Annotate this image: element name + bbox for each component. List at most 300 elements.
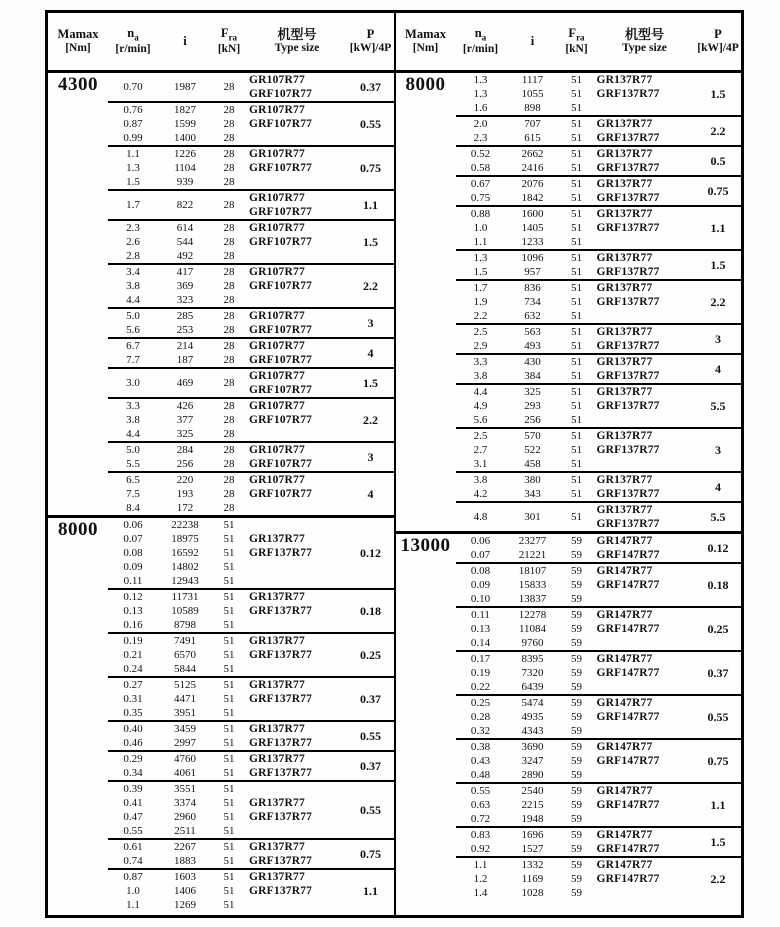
- col-header-mamax-name: Mamax: [57, 27, 99, 42]
- table-row: [108, 131, 246, 145]
- na-cell: 0.75: [470, 192, 491, 204]
- col-header-mamax-name: Mamax: [405, 27, 446, 42]
- table-row: [456, 281, 594, 295]
- fra-cell: 51: [223, 635, 235, 647]
- ratio-cell: 4935: [521, 711, 544, 723]
- power-value: 0.37: [707, 665, 729, 680]
- group-rows: [456, 251, 594, 279]
- type-size: [594, 534, 696, 562]
- fra-cell: 51: [571, 370, 582, 382]
- table-row: [456, 680, 594, 694]
- type-size: [594, 696, 696, 738]
- ratio-cell: 3951: [174, 707, 196, 719]
- ratio-cell: 458: [524, 458, 541, 470]
- na-cell: 4.4: [126, 294, 140, 306]
- na-cell: 2.0: [473, 118, 488, 130]
- col-header-fra: $F_{ra}$ [kN]: [217, 25, 241, 56]
- fra-cell: 28: [223, 340, 235, 352]
- type-size-line: GR137R77: [249, 635, 305, 647]
- na-cell: 2.3: [126, 222, 140, 234]
- type-size-line: GRF137R77: [249, 737, 313, 749]
- fra-cell: 28: [223, 444, 235, 456]
- table-row: [456, 413, 594, 427]
- power-group: [456, 279, 742, 323]
- type-size-line: GR107R77: [249, 74, 305, 86]
- power-value: 3: [367, 315, 374, 330]
- torque-value: 8000: [58, 519, 98, 540]
- fra-cell: 28: [223, 458, 235, 470]
- power-value: 5.5: [710, 398, 726, 413]
- na-cell: 1.5: [126, 176, 140, 188]
- fra-cell: 59: [571, 755, 582, 767]
- type-size-line: GR137R77: [596, 252, 653, 264]
- power-group: [456, 534, 742, 562]
- na-cell: 2.5: [473, 430, 488, 442]
- table-row: [108, 175, 246, 189]
- col-header-mamax-unit: [Nm]: [65, 42, 91, 55]
- type-size-line: GR107R77: [249, 104, 305, 116]
- ratio-cell: 4760: [174, 753, 196, 765]
- ratio-cell: 1883: [174, 855, 196, 867]
- na-cell: 0.34: [123, 767, 143, 779]
- power-group: [108, 145, 394, 189]
- power-group: [108, 189, 394, 219]
- na-cell: 0.06: [123, 519, 143, 531]
- type-size: [594, 281, 696, 323]
- ratio-cell: 1055: [521, 88, 544, 100]
- power-group: [456, 782, 742, 826]
- na-cell: 1.7: [126, 199, 140, 211]
- ratio-cell: 544: [176, 236, 194, 248]
- torque-section: [48, 515, 394, 912]
- type-size-line: GR147R77: [596, 741, 653, 753]
- table-row: [108, 546, 246, 560]
- type-size-line: GRF137R77: [596, 340, 660, 352]
- type-size-line: GR137R77: [249, 723, 305, 735]
- type-size-line: GR107R77: [249, 192, 305, 204]
- fra-cell: 51: [571, 474, 582, 486]
- table-row: [456, 666, 594, 680]
- ratio-cell: 343: [524, 488, 541, 500]
- group-rows: [456, 355, 594, 383]
- fra-cell: 51: [571, 340, 582, 352]
- fra-cell: 51: [571, 511, 582, 523]
- ratio-cell: 193: [176, 488, 194, 500]
- table-row: [456, 886, 594, 900]
- fra-cell: 51: [223, 649, 235, 661]
- fra-cell: 59: [571, 579, 582, 591]
- na-cell: 0.76: [123, 104, 143, 116]
- group-rows: [456, 696, 594, 738]
- ratio-cell: 8395: [521, 653, 544, 665]
- power-value: 4: [367, 345, 374, 360]
- type-size-line: GR137R77: [596, 474, 653, 486]
- ratio-cell: 6439: [521, 681, 544, 693]
- fra-cell: 59: [571, 725, 582, 737]
- ratio-cell: 1169: [521, 873, 544, 885]
- table-row: [456, 457, 594, 471]
- fra-cell: 28: [223, 222, 235, 234]
- power-group: [456, 353, 742, 383]
- fra-cell: 59: [571, 843, 582, 855]
- power-value: 1.5: [363, 234, 378, 249]
- fra-cell: 51: [223, 885, 235, 897]
- ratio-cell: 256: [524, 414, 541, 426]
- na-cell: 5.5: [126, 458, 140, 470]
- ratio-cell: 284: [176, 444, 194, 456]
- table-row: [108, 376, 246, 390]
- na-cell: 0.10: [470, 593, 491, 605]
- fra-cell: 51: [571, 252, 582, 264]
- power-group: [108, 73, 394, 101]
- col-header-mamax: [48, 13, 108, 70]
- ratio-cell: 1987: [174, 81, 196, 93]
- fra-cell: 51: [223, 899, 235, 911]
- power-group: [108, 780, 394, 838]
- power-value: 0.25: [360, 647, 381, 662]
- power-group: [456, 694, 742, 738]
- table-row: [456, 724, 594, 738]
- table-row: [108, 427, 246, 441]
- power-group: [108, 588, 394, 632]
- fra-cell: 59: [571, 549, 582, 561]
- fra-cell: 51: [223, 619, 235, 631]
- ratio-cell: 836: [524, 282, 541, 294]
- type-size-line: GR137R77: [596, 326, 653, 338]
- type-size: [246, 103, 348, 145]
- table-row: [456, 73, 594, 87]
- table-row: [108, 339, 246, 353]
- fra-cell: 59: [571, 859, 582, 871]
- power-value: 0.55: [360, 116, 381, 131]
- power-value: 2.2: [710, 294, 726, 309]
- na-cell: 3.1: [473, 458, 488, 470]
- table-row: [108, 501, 246, 515]
- power-group: [456, 826, 742, 856]
- type-size: [246, 590, 348, 632]
- na-cell: 0.11: [471, 609, 490, 621]
- power-value: 0.37: [360, 758, 381, 773]
- table-row: [456, 564, 594, 578]
- col-header-typesize-en: Type size: [274, 42, 320, 55]
- power-group: [108, 838, 394, 868]
- table-row: [456, 339, 594, 353]
- table-row: [456, 696, 594, 710]
- na-cell: 3.0: [126, 377, 140, 389]
- group-rows: [108, 678, 246, 720]
- type-size: [594, 740, 696, 782]
- power-value: 2.2: [710, 871, 726, 886]
- ratio-cell: 187: [176, 354, 194, 366]
- col-header-typesize-cjk: 机型号: [277, 26, 317, 42]
- type-size-line: GRF137R77: [249, 693, 313, 705]
- section-content: [456, 73, 742, 531]
- torque-value: 13000: [400, 535, 451, 556]
- group-rows: [108, 191, 246, 219]
- col-header-mamax-unit: [Nm]: [412, 42, 439, 55]
- table-row: [108, 457, 246, 471]
- torque-section: [396, 73, 742, 531]
- table-row: [456, 251, 594, 265]
- power-value: 0.55: [360, 728, 381, 743]
- table-row: [108, 293, 246, 307]
- col-header-typesize-en: Type size: [622, 42, 667, 55]
- type-size-line: GRF137R77: [596, 162, 660, 174]
- fra-cell: 51: [571, 444, 582, 456]
- na-cell: 8.4: [126, 502, 140, 514]
- power-value: 1.1: [710, 220, 726, 235]
- power-group: [108, 101, 394, 145]
- power-group: [456, 856, 742, 900]
- power-value: 0.5: [710, 153, 726, 168]
- table-row: [108, 898, 246, 912]
- group-rows: [108, 103, 246, 145]
- power-group: [456, 562, 742, 606]
- fra-cell: 51: [571, 192, 582, 204]
- table-row: [456, 369, 594, 383]
- type-size-line: GR137R77: [596, 430, 653, 442]
- type-size: [594, 564, 696, 606]
- ratio-cell: 380: [524, 474, 541, 486]
- ratio-cell: 220: [176, 474, 194, 486]
- power-value: 0.75: [707, 183, 729, 198]
- type-size-line: GRF137R77: [596, 518, 660, 530]
- fra-cell: 51: [223, 825, 235, 837]
- na-cell: 3.8: [126, 280, 140, 292]
- table-row: [108, 221, 246, 235]
- na-cell: 0.09: [470, 579, 491, 591]
- power-value: 2.2: [363, 412, 378, 427]
- fra-cell: 51: [571, 400, 582, 412]
- power-group: [456, 427, 742, 471]
- table-row: [456, 147, 594, 161]
- ratio-cell: 430: [524, 356, 541, 368]
- ratio-cell: 2960: [174, 811, 196, 823]
- type-size-line: GR147R77: [596, 565, 653, 577]
- group-rows: [108, 339, 246, 367]
- na-cell: 0.29: [123, 753, 143, 765]
- ratio-cell: 734: [524, 296, 541, 308]
- type-size-line: GRF107R77: [249, 280, 313, 292]
- type-size-line: GR137R77: [249, 533, 305, 545]
- ratio-cell: 614: [176, 222, 194, 234]
- type-size-line: GRF137R77: [596, 192, 660, 204]
- type-size-line: GR137R77: [249, 591, 305, 603]
- fra-cell: 51: [223, 679, 235, 691]
- power-value: 1.1: [710, 797, 726, 812]
- fra-cell: 51: [571, 488, 582, 500]
- fra-cell: 59: [571, 565, 582, 577]
- type-size-line: GR147R77: [596, 653, 653, 665]
- type-size-line: GRF107R77: [249, 88, 313, 100]
- na-cell: 0.12: [123, 591, 143, 603]
- power-value: 0.37: [360, 79, 381, 94]
- group-rows: [108, 840, 246, 868]
- na-cell: 0.13: [123, 605, 143, 617]
- group-rows: [108, 782, 246, 838]
- ratio-cell: 15833: [518, 579, 547, 591]
- group-rows: [108, 518, 246, 588]
- na-cell: 0.74: [123, 855, 143, 867]
- fra-cell: 51: [223, 519, 235, 531]
- type-size-line: GR147R77: [596, 535, 653, 547]
- ratio-cell: 3551: [174, 783, 196, 795]
- fra-cell: 59: [571, 681, 582, 693]
- table-row: [108, 309, 246, 323]
- fra-cell: 59: [571, 667, 582, 679]
- na-cell: 0.67: [470, 178, 491, 190]
- ratio-cell: 2540: [521, 785, 544, 797]
- na-cell: 3.3: [126, 400, 140, 412]
- type-size-line: GR147R77: [596, 785, 653, 797]
- group-rows: [456, 325, 594, 353]
- power-value: 1.1: [363, 883, 378, 898]
- fra-cell: 59: [571, 609, 582, 621]
- table-row: [456, 608, 594, 622]
- table-row: [456, 429, 594, 443]
- na-cell: 1.3: [126, 162, 140, 174]
- na-cell: 5.6: [126, 324, 140, 336]
- table-row: [456, 828, 594, 842]
- power-group: [456, 606, 742, 650]
- ratio-cell: 2267: [174, 841, 196, 853]
- na-cell: 1.3: [473, 74, 488, 86]
- col-header-power-name: P: [714, 27, 722, 42]
- type-size: [246, 782, 348, 838]
- fra-cell: 51: [223, 871, 235, 883]
- ratio-cell: 417: [176, 266, 194, 278]
- type-size: [594, 503, 696, 531]
- group-rows: [108, 473, 246, 515]
- ratio-cell: 9760: [521, 637, 544, 649]
- col-header-na: $n_a$ [r/min]: [115, 25, 151, 56]
- type-size: [594, 473, 696, 501]
- ratio-cell: 3690: [521, 741, 544, 753]
- na-cell: 0.22: [470, 681, 491, 693]
- type-size: [246, 840, 348, 868]
- fra-cell: 28: [223, 354, 235, 366]
- ratio-cell: 1696: [521, 829, 544, 841]
- na-cell: 3.8: [473, 474, 488, 486]
- ratio-cell: 5844: [174, 663, 196, 675]
- ratio-cell: 898: [524, 102, 541, 114]
- type-size-line: GR107R77: [249, 310, 305, 322]
- fra-cell: 59: [571, 697, 582, 709]
- ratio-cell: 5474: [521, 697, 544, 709]
- type-size-line: GR147R77: [596, 829, 653, 841]
- ratio-cell: 939: [176, 176, 194, 188]
- na-cell: 0.13: [470, 623, 491, 635]
- fra-cell: 51: [571, 356, 582, 368]
- fra-cell: 51: [571, 118, 582, 130]
- power-value: 0.75: [360, 160, 381, 175]
- fra-cell: 51: [223, 663, 235, 675]
- table-row: [108, 736, 246, 750]
- na-cell: 2.9: [473, 340, 488, 352]
- power-group: [456, 249, 742, 279]
- type-size-line: GR107R77: [249, 474, 305, 486]
- type-size: [594, 355, 696, 383]
- type-size-line: GRF107R77: [249, 354, 313, 366]
- table-row: [456, 548, 594, 562]
- na-cell: 1.4: [473, 887, 488, 899]
- na-cell: 0.63: [470, 799, 491, 811]
- fra-cell: 59: [571, 623, 582, 635]
- na-cell: 7.5: [126, 488, 140, 500]
- na-cell: 0.38: [470, 741, 491, 753]
- na-cell: 0.24: [123, 663, 143, 675]
- col-header-typesize-cjk: 机型号: [624, 26, 664, 42]
- table-row: [108, 413, 246, 427]
- power-group: [108, 367, 394, 397]
- na-cell: 0.25: [470, 697, 491, 709]
- ratio-cell: 285: [176, 310, 194, 322]
- ratio-cell: 3374: [174, 797, 196, 809]
- na-cell: 0.72: [470, 813, 491, 825]
- ratio-cell: 3459: [174, 723, 196, 735]
- ratio-cell: 1332: [521, 859, 544, 871]
- type-size: [594, 207, 696, 249]
- fra-cell: 59: [571, 829, 582, 841]
- type-size-line: GR147R77: [596, 859, 653, 871]
- fra-cell: 59: [571, 593, 582, 605]
- fra-cell: 59: [571, 535, 582, 547]
- type-size-line: GR137R77: [596, 74, 653, 86]
- ratio-cell: 1226: [174, 148, 196, 160]
- fra-cell: 59: [571, 653, 582, 665]
- col-header-power-name: P: [366, 27, 375, 42]
- ratio-cell: 214: [176, 340, 194, 352]
- table-row: [108, 249, 246, 263]
- col-header-typesize: [594, 13, 696, 70]
- type-size-line: GRF137R77: [249, 547, 313, 559]
- fra-cell: 51: [223, 723, 235, 735]
- type-size-line: GRF137R77: [596, 400, 660, 412]
- type-size-line: GRF137R77: [249, 605, 313, 617]
- table-row: [456, 399, 594, 413]
- na-cell: 0.06: [470, 535, 491, 547]
- fra-cell: 59: [571, 769, 582, 781]
- na-cell: 1.1: [473, 236, 488, 248]
- fra-cell: 51: [571, 208, 582, 220]
- power-group: [456, 501, 742, 531]
- fra-cell: 28: [223, 294, 235, 306]
- fra-cell: 51: [571, 102, 582, 114]
- table-row: [456, 131, 594, 145]
- fra-cell: 28: [223, 118, 235, 130]
- type-size-line: GR137R77: [249, 753, 305, 765]
- ratio-cell: 615: [524, 132, 541, 144]
- ratio-cell: 2076: [521, 178, 544, 190]
- table-row: [456, 443, 594, 457]
- na-cell: 0.19: [470, 667, 491, 679]
- power-value: 0.18: [707, 577, 729, 592]
- table-row: [108, 473, 246, 487]
- power-value: 1.5: [710, 86, 726, 101]
- power-group: [108, 441, 394, 471]
- col-header-power-unit: [kW]/4P: [349, 42, 392, 55]
- fra-cell: 51: [223, 693, 235, 705]
- table-row: [108, 323, 246, 337]
- type-size: [246, 518, 348, 588]
- type-size-line: GRF147R77: [596, 579, 660, 591]
- ratio-cell: 2890: [521, 769, 544, 781]
- type-size-line: GR137R77: [249, 871, 305, 883]
- col-header-na-unit: [r/min]: [462, 43, 499, 56]
- power-group: [456, 205, 742, 249]
- col-header-typesize: [246, 13, 348, 70]
- type-size-line: GRF137R77: [596, 296, 660, 308]
